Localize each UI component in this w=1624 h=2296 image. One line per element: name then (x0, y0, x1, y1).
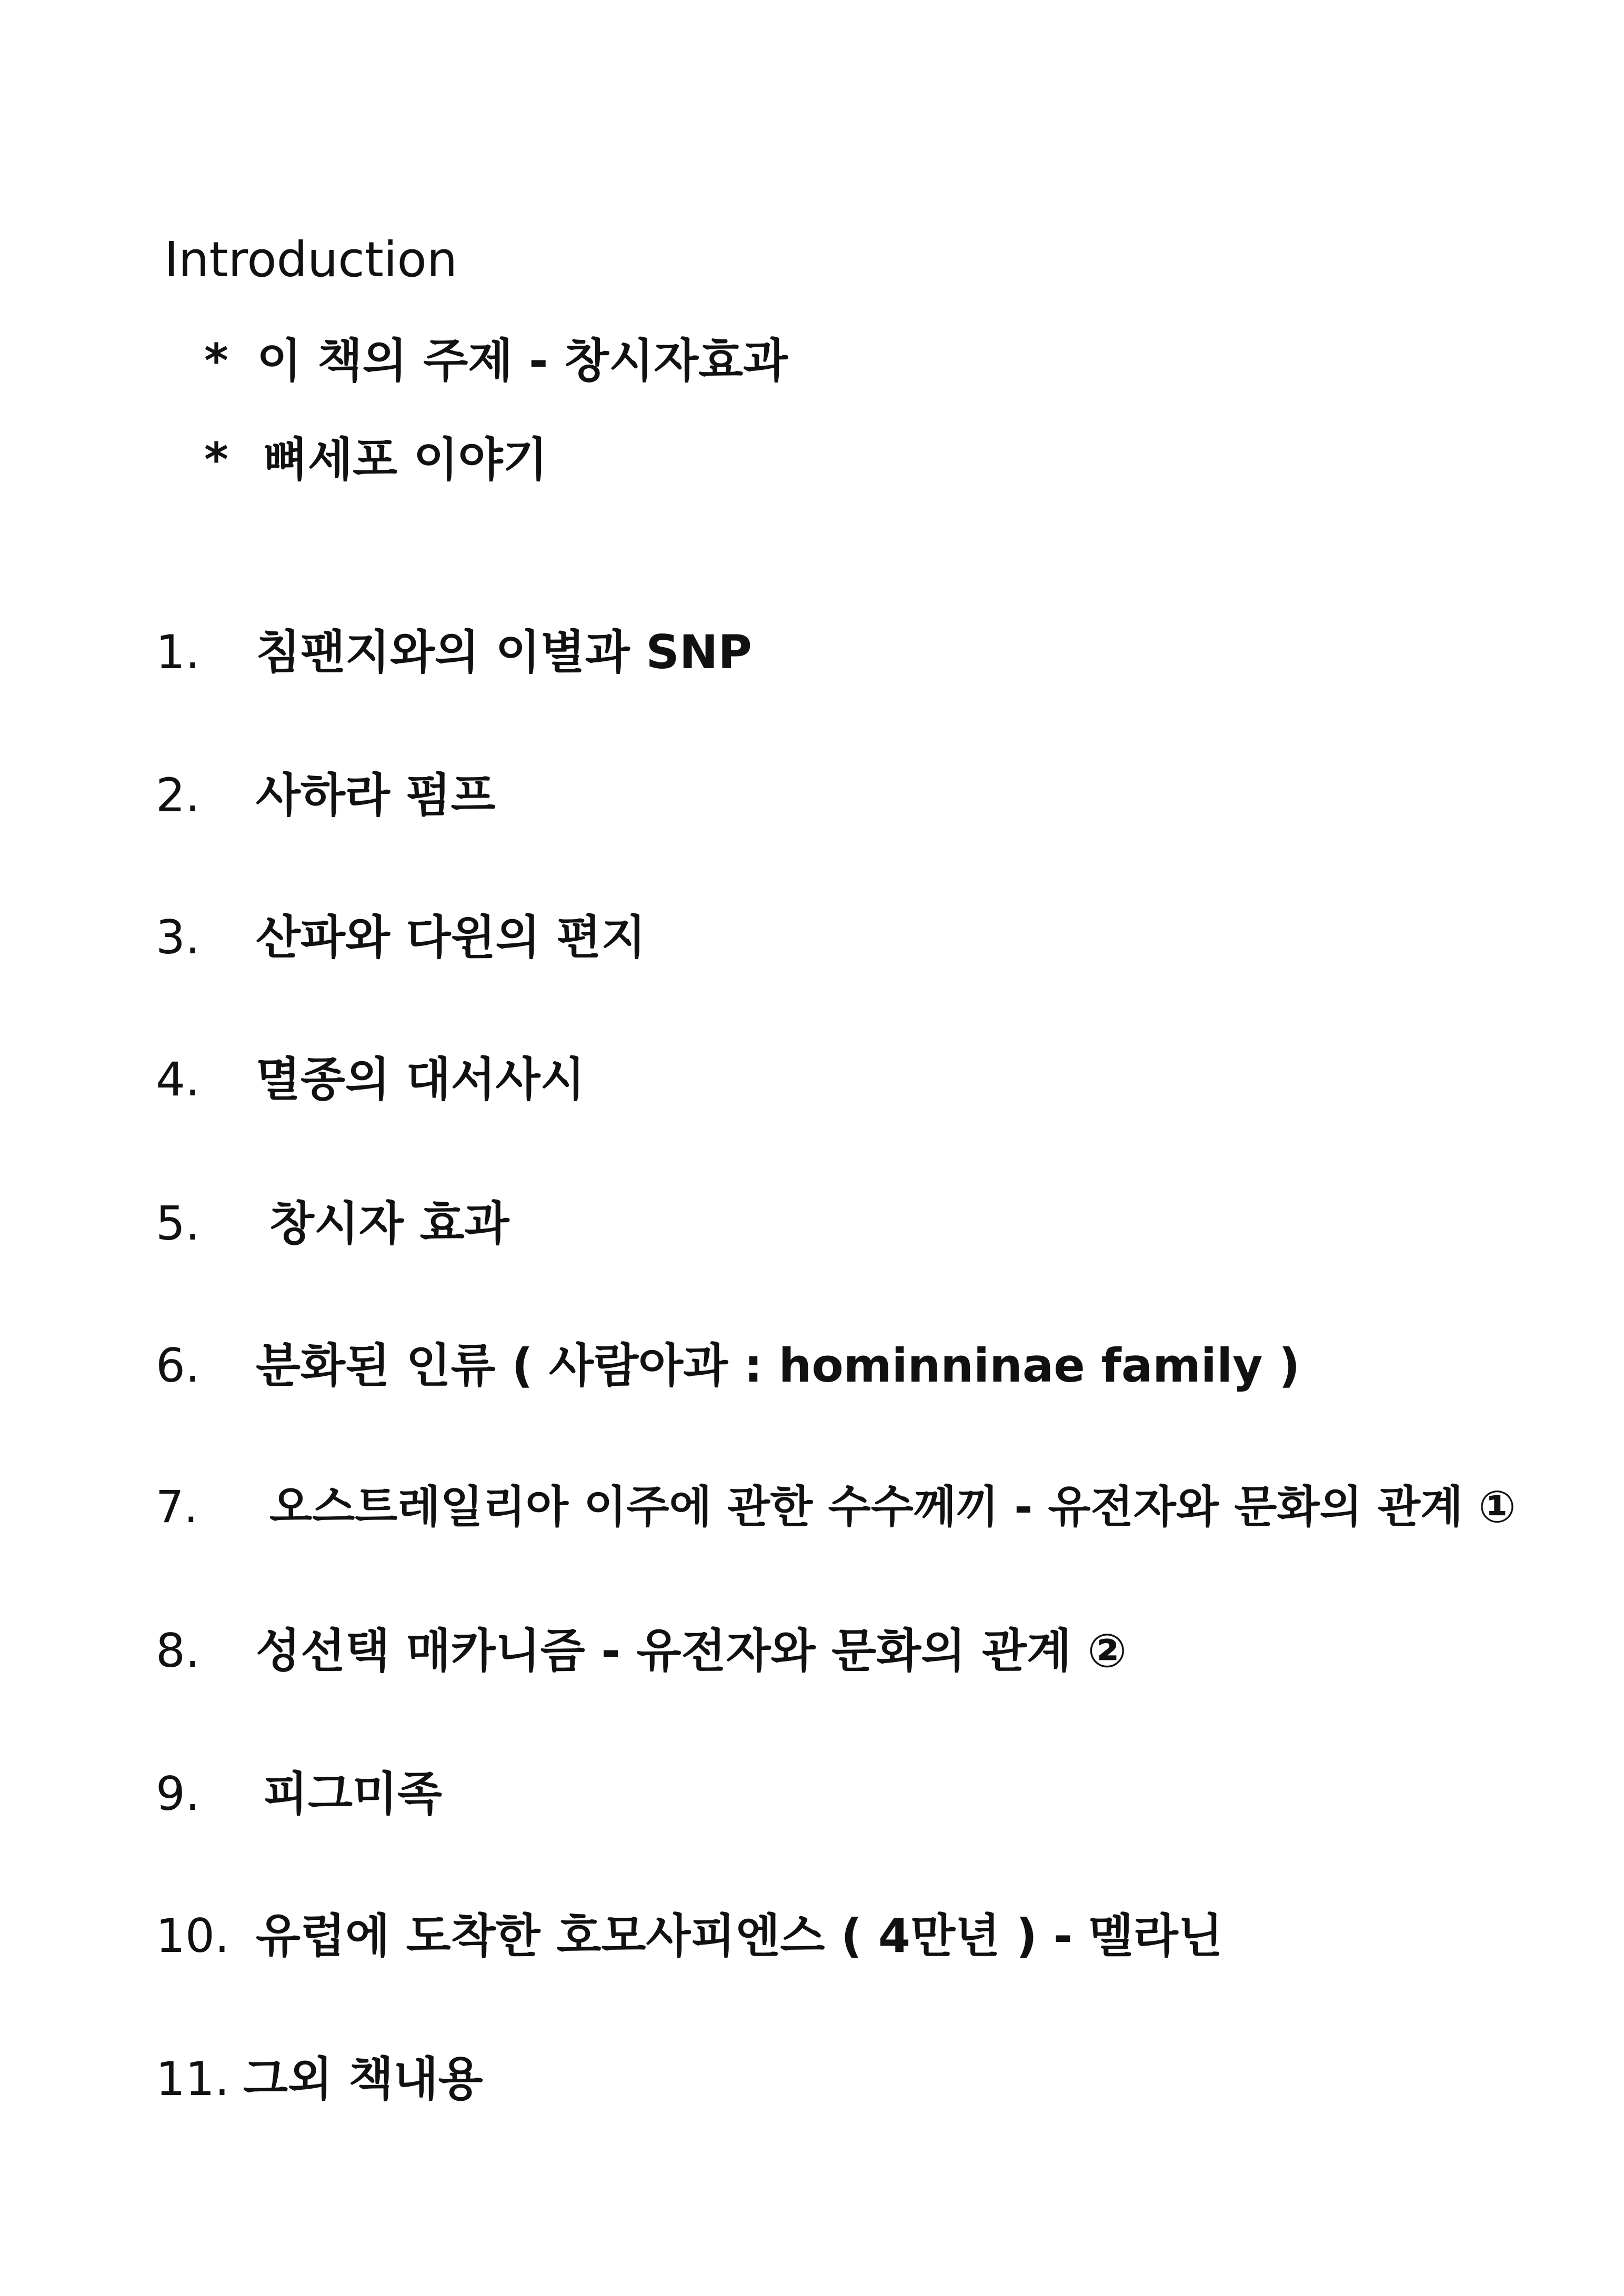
toc-title: 그외 책내용 (243, 2052, 483, 2106)
toc-title: 유럽에 도착한 호모사피엔스 ( 4만년 ) - 멜라닌 (256, 1909, 1223, 1963)
toc-item (156, 1052, 585, 1106)
bullet-marker: * (204, 432, 229, 487)
toc-number: 10. (156, 1909, 229, 1963)
toc-number: 4. (156, 1052, 200, 1106)
toc-number: 7. (156, 1481, 198, 1533)
toc-number: 2. (156, 768, 200, 822)
toc-item (156, 1624, 1127, 1678)
toc-number: 8. (156, 1624, 200, 1678)
toc-number: 3. (156, 910, 200, 964)
toc-title: 성선택 매카니즘 - 유전자와 문화의 관계 ② (256, 1624, 1127, 1678)
toc-item (156, 1338, 1300, 1393)
toc-item (156, 1481, 1516, 1533)
toc-item (156, 625, 752, 679)
toc-title: 오스트레일리아 이주에 관한 수수께끼 - 유전자와 문화의 관계 ① (269, 1481, 1516, 1533)
toc-item (156, 1909, 1223, 1963)
bullet-text: 뼈세포 이야기 (263, 432, 548, 487)
bullet-text: 이 책의 주제 - 창시자효과 (257, 334, 788, 388)
toc-number: 6. (156, 1338, 200, 1393)
toc-title: 사하라 펌프 (256, 768, 496, 822)
toc-title: 분화된 인류 ( 사람아과 : hominninae family ) (256, 1338, 1300, 1393)
toc-number: 11. (156, 2052, 229, 2106)
toc-title: 피그미족 (263, 1767, 443, 1821)
toc-number: 9. (156, 1767, 200, 1821)
toc-item (156, 910, 646, 964)
toc-number: 1. (156, 625, 200, 679)
toc-title: 산파와 다윈의 편지 (256, 910, 646, 964)
intro-bullet (204, 334, 788, 388)
toc-item (156, 768, 496, 822)
intro-bullet (204, 432, 548, 487)
toc-item (156, 2052, 483, 2106)
intro-heading: Introduction (164, 231, 458, 288)
toc-title: 침팬지와의 이별과 SNP (256, 625, 752, 679)
toc-number: 5. (156, 1196, 200, 1251)
toc-title: 창시자 효과 (269, 1196, 509, 1251)
toc-item (156, 1767, 443, 1821)
bullet-marker: * (204, 334, 229, 388)
toc-item (156, 1196, 509, 1251)
toc-title: 멸종의 대서사시 (256, 1052, 585, 1106)
